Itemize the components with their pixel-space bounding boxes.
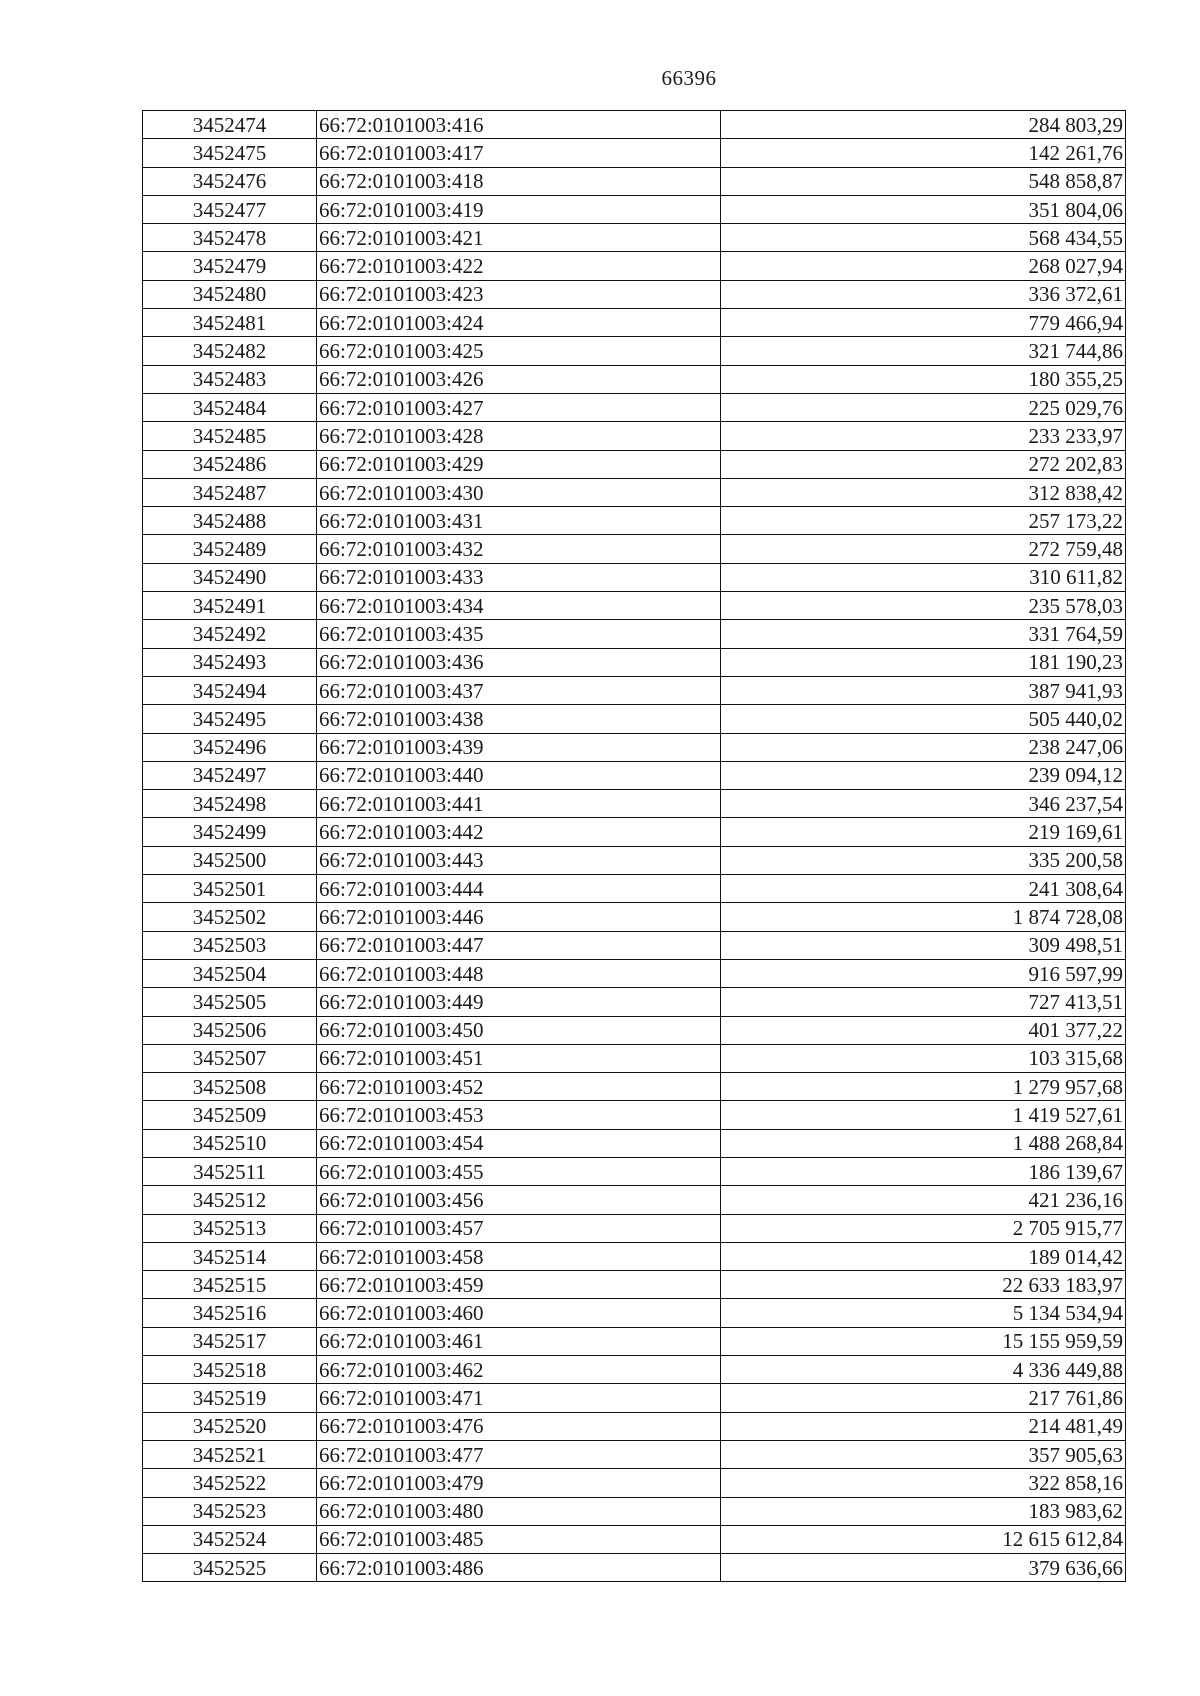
cadastral-value-cell: 183 983,62 [721, 1497, 1126, 1525]
table-row [143, 1271, 1126, 1299]
table-row [143, 1242, 1126, 1270]
cadastral-number-cell: 66:72:0101003:421 [317, 224, 721, 252]
row-id-cell: 3452523 [143, 1497, 317, 1525]
cadastral-number-cell: 66:72:0101003:424 [317, 309, 721, 337]
cadastral-number-cell: 66:72:0101003:437 [317, 676, 721, 704]
row-id-cell: 3452491 [143, 592, 317, 620]
cadastral-value-cell: 2 705 915,77 [721, 1214, 1126, 1242]
row-id-cell: 3452516 [143, 1299, 317, 1327]
cadastral-value-cell: 241 308,64 [721, 875, 1126, 903]
table-row [143, 875, 1126, 903]
cadastral-number-cell: 66:72:0101003:476 [317, 1412, 721, 1440]
table-row [143, 1186, 1126, 1214]
cadastral-value-cell: 235 578,03 [721, 592, 1126, 620]
row-id-cell: 3452481 [143, 309, 317, 337]
table-row [143, 790, 1126, 818]
cadastral-number-cell: 66:72:0101003:423 [317, 280, 721, 308]
table-row [143, 309, 1126, 337]
table-row [143, 1356, 1126, 1384]
table-row [143, 1469, 1126, 1497]
cadastral-value-cell: 727 413,51 [721, 988, 1126, 1016]
table-row [143, 1157, 1126, 1185]
cadastral-value-cell: 1 279 957,68 [721, 1073, 1126, 1101]
table-row [143, 1073, 1126, 1101]
cadastral-number-cell: 66:72:0101003:479 [317, 1469, 721, 1497]
table-row [143, 648, 1126, 676]
row-id-cell: 3452477 [143, 195, 317, 223]
cadastral-value-cell: 238 247,06 [721, 733, 1126, 761]
row-id-cell: 3452500 [143, 846, 317, 874]
table-row [143, 1044, 1126, 1072]
row-id-cell: 3452492 [143, 620, 317, 648]
cadastral-value-cell: 4 336 449,88 [721, 1356, 1126, 1384]
table-row [143, 959, 1126, 987]
cadastral-number-cell: 66:72:0101003:452 [317, 1073, 721, 1101]
cadastral-value-cell: 312 838,42 [721, 478, 1126, 506]
table-row [143, 1016, 1126, 1044]
row-id-cell: 3452476 [143, 167, 317, 195]
cadastral-number-cell: 66:72:0101003:477 [317, 1440, 721, 1468]
cadastral-value-cell: 322 858,16 [721, 1469, 1126, 1497]
table-row [143, 365, 1126, 393]
cadastral-value-cell: 335 200,58 [721, 846, 1126, 874]
cadastral-number-cell: 66:72:0101003:425 [317, 337, 721, 365]
cadastral-value-cell: 239 094,12 [721, 761, 1126, 789]
cadastral-number-cell: 66:72:0101003:443 [317, 846, 721, 874]
row-id-cell: 3452517 [143, 1327, 317, 1355]
table-row [143, 620, 1126, 648]
row-id-cell: 3452504 [143, 959, 317, 987]
cadastral-number-cell: 66:72:0101003:460 [317, 1299, 721, 1327]
row-id-cell: 3452474 [143, 111, 317, 139]
row-id-cell: 3452498 [143, 790, 317, 818]
cadastral-value-cell: 309 498,51 [721, 931, 1126, 959]
cadastral-value-cell: 233 233,97 [721, 422, 1126, 450]
cadastral-number-cell: 66:72:0101003:462 [317, 1356, 721, 1384]
cadastral-value-cell: 268 027,94 [721, 252, 1126, 280]
row-id-cell: 3452520 [143, 1412, 317, 1440]
row-id-cell: 3452519 [143, 1384, 317, 1412]
row-id-cell: 3452478 [143, 224, 317, 252]
table-row [143, 139, 1126, 167]
cadastral-value-cell: 321 744,86 [721, 337, 1126, 365]
cadastral-value-cell: 272 759,48 [721, 535, 1126, 563]
cadastral-number-cell: 66:72:0101003:441 [317, 790, 721, 818]
cadastral-number-cell: 66:72:0101003:417 [317, 139, 721, 167]
cadastral-value-cell: 181 190,23 [721, 648, 1126, 676]
cadastral-value-cell: 346 237,54 [721, 790, 1126, 818]
table-row [143, 1497, 1126, 1525]
cadastral-value-cell: 379 636,66 [721, 1554, 1126, 1582]
cadastral-value-cell: 548 858,87 [721, 167, 1126, 195]
cadastral-number-cell: 66:72:0101003:458 [317, 1242, 721, 1270]
cadastral-value-cell: 15 155 959,59 [721, 1327, 1126, 1355]
cadastral-number-cell: 66:72:0101003:442 [317, 818, 721, 846]
table-row [143, 167, 1126, 195]
table-row [143, 761, 1126, 789]
table-row [143, 988, 1126, 1016]
cadastral-number-cell: 66:72:0101003:416 [317, 111, 721, 139]
row-id-cell: 3452513 [143, 1214, 317, 1242]
table-row [143, 846, 1126, 874]
cadastral-value-cell: 331 764,59 [721, 620, 1126, 648]
row-id-cell: 3452490 [143, 563, 317, 591]
cadastral-value-cell: 214 481,49 [721, 1412, 1126, 1440]
row-id-cell: 3452497 [143, 761, 317, 789]
table-row [143, 337, 1126, 365]
cadastral-number-cell: 66:72:0101003:432 [317, 535, 721, 563]
row-id-cell: 3452501 [143, 875, 317, 903]
table-row [143, 478, 1126, 506]
cadastral-value-cell: 189 014,42 [721, 1242, 1126, 1270]
table-row [143, 507, 1126, 535]
cadastral-number-cell: 66:72:0101003:434 [317, 592, 721, 620]
page-number: 66396 [661, 66, 717, 90]
table-row [143, 676, 1126, 704]
cadastral-number-cell: 66:72:0101003:457 [317, 1214, 721, 1242]
cadastral-number-cell: 66:72:0101003:480 [317, 1497, 721, 1525]
cadastral-value-cell: 272 202,83 [721, 450, 1126, 478]
row-id-cell: 3452506 [143, 1016, 317, 1044]
cadastral-number-cell: 66:72:0101003:422 [317, 252, 721, 280]
table-row [143, 1101, 1126, 1129]
row-id-cell: 3452480 [143, 280, 317, 308]
cadastral-number-cell: 66:72:0101003:451 [317, 1044, 721, 1072]
row-id-cell: 3452479 [143, 252, 317, 280]
row-id-cell: 3452494 [143, 676, 317, 704]
cadastral-number-cell: 66:72:0101003:428 [317, 422, 721, 450]
row-id-cell: 3452521 [143, 1440, 317, 1468]
row-id-cell: 3452489 [143, 535, 317, 563]
row-id-cell: 3452511 [143, 1157, 317, 1185]
row-id-cell: 3452484 [143, 393, 317, 421]
table-row [143, 1327, 1126, 1355]
row-id-cell: 3452510 [143, 1129, 317, 1157]
cadastral-number-cell: 66:72:0101003:419 [317, 195, 721, 223]
row-id-cell: 3452503 [143, 931, 317, 959]
cadastral-number-cell: 66:72:0101003:439 [317, 733, 721, 761]
table-row [143, 252, 1126, 280]
cadastral-value-cell: 180 355,25 [721, 365, 1126, 393]
cadastral-value-cell: 5 134 534,94 [721, 1299, 1126, 1327]
cadastral-number-cell: 66:72:0101003:431 [317, 507, 721, 535]
cadastral-number-cell: 66:72:0101003:426 [317, 365, 721, 393]
table-body [143, 111, 1126, 1582]
cadastral-value-cell: 186 139,67 [721, 1157, 1126, 1185]
table-row [143, 1384, 1126, 1412]
cadastral-number-cell: 66:72:0101003:429 [317, 450, 721, 478]
row-id-cell: 3452525 [143, 1554, 317, 1582]
cadastral-number-cell: 66:72:0101003:449 [317, 988, 721, 1016]
cadastral-number-cell: 66:72:0101003:448 [317, 959, 721, 987]
cadastral-value-cell: 219 169,61 [721, 818, 1126, 846]
cadastral-value-cell: 421 236,16 [721, 1186, 1126, 1214]
row-id-cell: 3452499 [143, 818, 317, 846]
cadastral-value-cell: 22 633 183,97 [721, 1271, 1126, 1299]
row-id-cell: 3452495 [143, 705, 317, 733]
table-row [143, 393, 1126, 421]
row-id-cell: 3452487 [143, 478, 317, 506]
cadastral-value-cell: 568 434,55 [721, 224, 1126, 252]
table-row [143, 563, 1126, 591]
cadastral-number-cell: 66:72:0101003:455 [317, 1157, 721, 1185]
cadastral-number-cell: 66:72:0101003:446 [317, 903, 721, 931]
cadastral-number-cell: 66:72:0101003:444 [317, 875, 721, 903]
row-id-cell: 3452508 [143, 1073, 317, 1101]
cadastral-number-cell: 66:72:0101003:427 [317, 393, 721, 421]
cadastral-number-cell: 66:72:0101003:454 [317, 1129, 721, 1157]
cadastral-value-cell: 217 761,86 [721, 1384, 1126, 1412]
row-id-cell: 3452514 [143, 1242, 317, 1270]
row-id-cell: 3452518 [143, 1356, 317, 1384]
cadastral-number-cell: 66:72:0101003:471 [317, 1384, 721, 1412]
cadastral-value-cell: 357 905,63 [721, 1440, 1126, 1468]
table-row [143, 1299, 1126, 1327]
cadastral-number-cell: 66:72:0101003:453 [317, 1101, 721, 1129]
row-id-cell: 3452485 [143, 422, 317, 450]
table-row [143, 224, 1126, 252]
row-id-cell: 3452475 [143, 139, 317, 167]
cadastral-value-cell: 225 029,76 [721, 393, 1126, 421]
table-row [143, 1129, 1126, 1157]
row-id-cell: 3452509 [143, 1101, 317, 1129]
table-row [143, 280, 1126, 308]
table-row [143, 450, 1126, 478]
cadastral-number-cell: 66:72:0101003:461 [317, 1327, 721, 1355]
row-id-cell: 3452483 [143, 365, 317, 393]
table-row [143, 1214, 1126, 1242]
cadastral-value-cell: 12 615 612,84 [721, 1525, 1126, 1553]
cadastral-value-cell: 142 261,76 [721, 139, 1126, 167]
cadastral-number-cell: 66:72:0101003:435 [317, 620, 721, 648]
cadastral-number-cell: 66:72:0101003:438 [317, 705, 721, 733]
table-row [143, 1554, 1126, 1582]
table-row [143, 195, 1126, 223]
cadastral-number-cell: 66:72:0101003:485 [317, 1525, 721, 1553]
cadastral-value-cell: 103 315,68 [721, 1044, 1126, 1072]
row-id-cell: 3452482 [143, 337, 317, 365]
cadastral-value-cell: 505 440,02 [721, 705, 1126, 733]
table-row [143, 592, 1126, 620]
cadastral-number-cell: 66:72:0101003:430 [317, 478, 721, 506]
cadastral-number-cell: 66:72:0101003:433 [317, 563, 721, 591]
row-id-cell: 3452493 [143, 648, 317, 676]
cadastral-number-cell: 66:72:0101003:418 [317, 167, 721, 195]
row-id-cell: 3452524 [143, 1525, 317, 1553]
cadastral-value-cell: 336 372,61 [721, 280, 1126, 308]
table-row [143, 733, 1126, 761]
table-row [143, 1525, 1126, 1553]
cadastral-value-cell: 1 488 268,84 [721, 1129, 1126, 1157]
cadastral-value-cell: 257 173,22 [721, 507, 1126, 535]
cadastral-value-cell: 284 803,29 [721, 111, 1126, 139]
cadastral-number-cell: 66:72:0101003:440 [317, 761, 721, 789]
table-row [143, 705, 1126, 733]
row-id-cell: 3452496 [143, 733, 317, 761]
cadastral-value-cell: 916 597,99 [721, 959, 1126, 987]
cadastral-value-cell: 351 804,06 [721, 195, 1126, 223]
table-row [143, 535, 1126, 563]
table-row [143, 1440, 1126, 1468]
row-id-cell: 3452522 [143, 1469, 317, 1497]
cadastral-number-cell: 66:72:0101003:486 [317, 1554, 721, 1582]
cadastral-value-table [142, 110, 1126, 1582]
cadastral-value-cell: 310 611,82 [721, 563, 1126, 591]
cadastral-number-cell: 66:72:0101003:456 [317, 1186, 721, 1214]
table-row [143, 931, 1126, 959]
table-row [143, 111, 1126, 139]
table-row [143, 1412, 1126, 1440]
row-id-cell: 3452512 [143, 1186, 317, 1214]
cadastral-value-cell: 387 941,93 [721, 676, 1126, 704]
cadastral-number-cell: 66:72:0101003:459 [317, 1271, 721, 1299]
cadastral-number-cell: 66:72:0101003:450 [317, 1016, 721, 1044]
row-id-cell: 3452515 [143, 1271, 317, 1299]
cadastral-value-cell: 1 419 527,61 [721, 1101, 1126, 1129]
cadastral-value-cell: 779 466,94 [721, 309, 1126, 337]
cadastral-value-cell: 1 874 728,08 [721, 903, 1126, 931]
row-id-cell: 3452486 [143, 450, 317, 478]
row-id-cell: 3452507 [143, 1044, 317, 1072]
row-id-cell: 3452488 [143, 507, 317, 535]
cadastral-number-cell: 66:72:0101003:436 [317, 648, 721, 676]
table-row [143, 818, 1126, 846]
cadastral-number-cell: 66:72:0101003:447 [317, 931, 721, 959]
table-row [143, 903, 1126, 931]
table-row [143, 422, 1126, 450]
row-id-cell: 3452502 [143, 903, 317, 931]
cadastral-value-cell: 401 377,22 [721, 1016, 1126, 1044]
row-id-cell: 3452505 [143, 988, 317, 1016]
